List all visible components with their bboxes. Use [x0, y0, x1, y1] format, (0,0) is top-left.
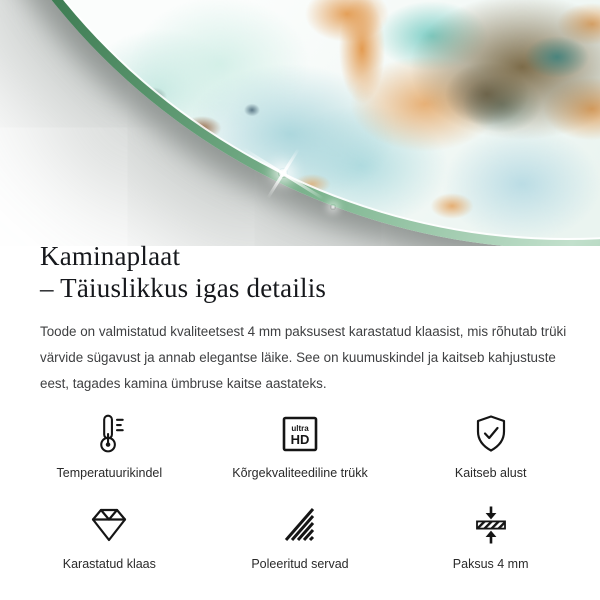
feature-label: Poleeritud servad — [251, 557, 349, 571]
feature-label: Kõrgekvaliteediline trükk — [232, 466, 368, 480]
thermometer-icon — [92, 411, 126, 457]
page-title — [40, 240, 560, 304]
glass-panel-marble-art — [0, 0, 600, 240]
feature-label: Paksus 4 mm — [452, 557, 529, 571]
diamond-icon — [88, 502, 130, 548]
feature-label: Temperatuurikindel — [56, 466, 163, 480]
feature-print-quality — [205, 411, 396, 480]
content-area — [0, 240, 600, 571]
press-thickness-icon — [471, 502, 511, 548]
feature-protects-base — [395, 411, 586, 480]
ultra-hd-icon-text-bottom: HD — [290, 432, 310, 447]
ultra-hd-icon-text-top: ultra — [291, 424, 309, 433]
page-title-line2: – Täiuslikkus igas detailis — [40, 273, 327, 303]
ultra-hd-icon — [281, 411, 319, 457]
page-title-line1: Kaminaplaat — [40, 241, 181, 271]
feature-thickness — [395, 502, 586, 571]
feature-label: Kaitseb alust — [454, 466, 527, 480]
feature-temperature-resistant — [14, 411, 205, 480]
product-description: Toode on valmistatud kvaliteetsest 4 mm paksusest karastatud klaasist, mis rõhutab trüki värvide sügavust ja annab elegantse läike. See on kuumuskindel ja kaitseb kahjustuste eest, tagades kamina ümbruse kaitse aastateks. — [40, 324, 567, 391]
product-image — [0, 0, 600, 246]
small-glint-icon — [330, 204, 336, 210]
feature-tempered-glass — [14, 502, 205, 571]
features-grid — [14, 411, 586, 571]
shield-check-icon — [472, 411, 510, 457]
feature-label: Karastatud klaas — [62, 557, 156, 571]
polished-edges-icon — [281, 502, 319, 548]
feature-polished-edges — [205, 502, 396, 571]
glass-panel-edge — [0, 0, 600, 246]
